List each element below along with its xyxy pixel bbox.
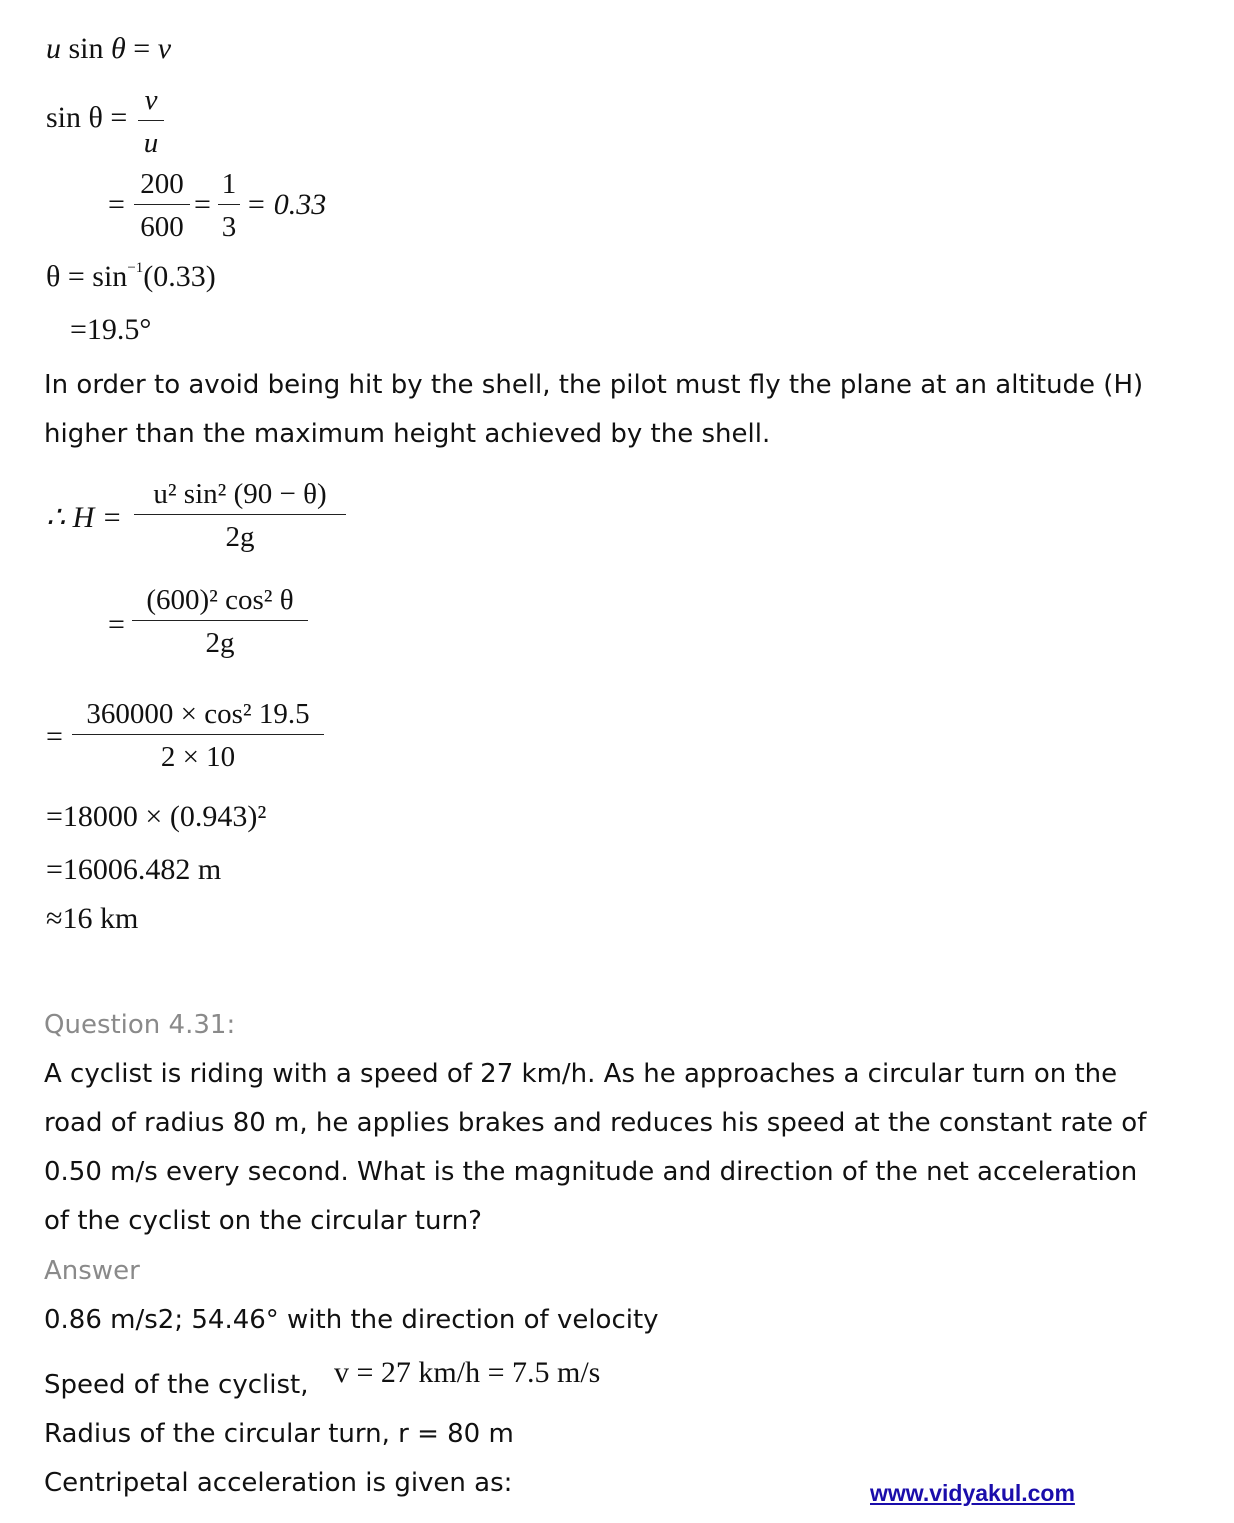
vidyakul-link[interactable]: www.vidyakul.com <box>870 1480 1075 1506</box>
equation-line: ≈16 km <box>46 902 139 935</box>
speed-equation: v = 27 km/h = 7.5 m/s <box>334 1356 601 1389</box>
question-line: of the cyclist on the circular turn? <box>44 1206 482 1236</box>
question-line: 0.50 m/s every second. What is the magnitude and direction of the net acceleration <box>44 1157 1138 1187</box>
theta-inverse-sin: $\theta = \sin^{-1}(0.33)$ <box>46 260 216 293</box>
question-line: A cyclist is riding with a speed of 27 km/h. As he approaches a circular turn on the <box>44 1059 1118 1089</box>
fraction-H-substituted: (600)² cos² θ 2g <box>132 586 308 658</box>
result-0-33: = 0.33 <box>246 188 327 221</box>
sin-theta-lhs: sin θ = <box>46 101 128 134</box>
question-line: road of radius 80 m, he applies brakes and reduces his speed at the constant rate of <box>44 1108 1147 1138</box>
theta-degree-result: =19.5° <box>70 313 152 346</box>
question-label: Question 4.31: <box>44 1010 236 1040</box>
H-lhs: ∴ H = <box>46 501 122 534</box>
paragraph-line: In order to avoid being hit by the shell, the pilot must fly the plane at an altitude (H) <box>44 370 1144 400</box>
answer-line: 0.86 m/s2; 54.46° with the direction of velocity <box>44 1305 659 1335</box>
paragraph-line: higher than the maximum height achieved by the shell. <box>44 419 771 449</box>
equation-line: =16006.482 m <box>46 853 222 886</box>
fraction-H-formula: u² sin² (90 − θ) 2g <box>134 480 346 552</box>
equation-u-sin-theta: u sin θ = v <box>46 32 172 65</box>
equals-sign: = <box>108 188 125 221</box>
centripetal-line: Centripetal acceleration is given as: <box>44 1468 513 1498</box>
answer-label: Answer <box>44 1256 140 1286</box>
fraction-200-over-600: 200 600 <box>134 170 190 242</box>
equals-sign: = <box>194 188 211 221</box>
radius-line: Radius of the circular turn, r = 80 m <box>44 1419 514 1449</box>
equals-sign: = <box>46 720 63 753</box>
fraction-v-over-u: v u <box>138 86 164 158</box>
equation-line: =18000 × (0.943)² <box>46 800 267 833</box>
equals-sign: = <box>108 608 125 641</box>
fraction-1-over-3: 1 3 <box>218 170 240 242</box>
fraction-H-numeric: 360000 × cos² 19.5 2 × 10 <box>72 700 324 772</box>
speed-label: Speed of the cyclist, <box>44 1370 309 1400</box>
